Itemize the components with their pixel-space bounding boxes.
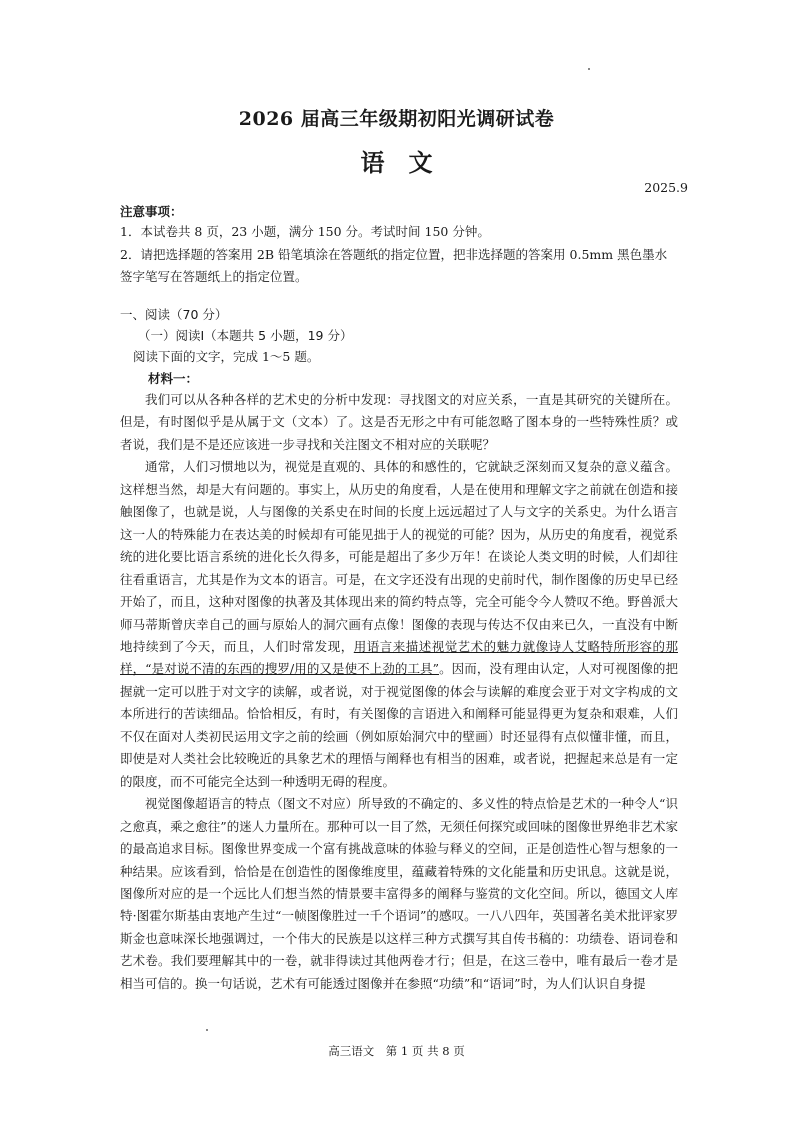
paragraph-text: 通常，人们习惯地以为，视觉是直观的、具体的和感性的，它就缺乏深刻而又复杂的意义蕴含。这样想当然，却是大有问题的。事实上，从历史的角度看，人是在使用和理解文字之前就在创造和接触图像了，也就是说，人与图像的关系史在时间的长度上远远超过了人与文字的关系史。为什么语言这一人的特殊能力在表达美的时候却有可能见拙于人的视觉的可能？因为，从历史的角度看，视觉系统的进化要比语言系统的进化长久得多，可能是超出了多少万年！在谈论人类文明的时候，人们却往往看重语言，尤其是作为文本的语言。可是，在文字还没有出现的史前时代，制作图像的历史早已经开始了，而且，这种对图像的执著及其体现出来的简约特点等，完全可能令今人赞叹不绝。野兽派大师马蒂斯曾庆幸自己的画与原始人的洞穴画有点像！图像的表现与传达不仅由来已久，一直没有中断地持续到了今天，而且，人们时常发现， bbox=[120, 459, 678, 654]
exam-date: 2025.9 bbox=[644, 180, 688, 195]
passage-paragraph-2 bbox=[120, 456, 678, 793]
exam-title: 2026 届高三年级期初阳光调研试卷 bbox=[238, 108, 555, 130]
paragraph-text: 。因而，没有理由认定，人对可视图像的把握就一定可以胜于对文字的读解，或者说，对于视觉图像的体会与读解的难度会亚于对文字构成的文本所进行的苦读细品。恰恰相反，有时，有关图像的言语进入和阐释可能显得更为复杂和艰难，人们不仅在面对人类初民运用文字之前的绘画（例如原始洞穴中的壁画）时还显得有点似懂非懂，而且，即使是对人类社会比较晚近的具象艺术的理悟与阐释也有相当的困难，或者说，把握起来总是有一定的限度，而不可能完全达到一种透明无碍的程度。 bbox=[120, 661, 678, 789]
passage-paragraph-3: 视觉图像超语言的特点（图文不对应）所导致的不确定的、多义性的特点恰是艺术的一种令人“识之愈真，乘之愈往”的迷人力量所在。那种可以一目了然，无须任何探究或回味的图像世界绝非艺术家的最高追求目标。图像世界变成一个富有挑战意味的体验与释义的空间，正是创造性心智与想象的一种结果。应该看到，恰恰是在创造性的图像维度里，蕴藏着特殊的文化能量和历史讯息。这就是说，图像所对应的是一个远比人们想当然的情景要丰富得多的阐释与鉴赏的文化空间。所以，德国文人库特·图霍尔斯基由衷地产生过“一帧图像胜过一千个语词”的感叹。一八八四年，英国著名美术批评家罗斯金也意味深长地强调过，一个伟大的民族是以这样三种方式撰写其自传书稿的：功绩卷、语词卷和艺术卷。我们要理解其中的一卷，就非得读过其他两卷才行；但是，在这三卷中，唯有最后一卷才是相当可信的。换一句话说，艺术有可能透过图像并在参照“功绩”和“语词”时，为人们认识自身提 bbox=[120, 796, 678, 991]
notice-item: 2．请把选择题的答案用 2B 铅笔填涂在答题纸的指定位置，把非选择题的答案用 0.5mm 黑色墨水签字笔写在答题纸上的指定位置。 bbox=[120, 246, 668, 284]
underlined-quote: 用语言来描述视觉艺术的魅力就像诗人艾略特所形容的那样，“是对说不清的东西的搜罗/用的又是使不上劲的工具” bbox=[120, 638, 678, 677]
subject-title: 语文 bbox=[360, 148, 457, 177]
subsection-heading: （一）阅读Ⅰ（本题共 5 小题，19 分） bbox=[138, 328, 353, 343]
passage-body bbox=[120, 389, 678, 995]
passage-paragraph-1: 我们可以从各种各样的艺术史的分析中发现：寻找图文的对应关系，一直是其研究的关键所在。但是，有时图似乎是从属于文（文本）了。这是否无形之中有可能忽略了图本身的一些特殊性质？或者说，我们是不是还应该进一步寻找和关注图文不相对应的关联呢？ bbox=[120, 392, 678, 452]
section-heading: 一、阅读（70 分） bbox=[120, 307, 228, 322]
notice-list bbox=[120, 221, 678, 289]
scan-speck bbox=[588, 68, 590, 70]
material-label: 材料一： bbox=[148, 371, 199, 386]
scan-speck bbox=[206, 1029, 208, 1031]
reading-instruction: 阅读下面的文字，完成 1～5 题。 bbox=[133, 349, 320, 364]
notice-heading: 注意事项： bbox=[120, 204, 183, 219]
page-footer: 高三语文 第 1 页 共 8 页 bbox=[328, 1044, 465, 1058]
notice-item: 1．本试卷共 8 页，23 小题，满分 150 分。考试时间 150 分钟。 bbox=[120, 224, 490, 239]
